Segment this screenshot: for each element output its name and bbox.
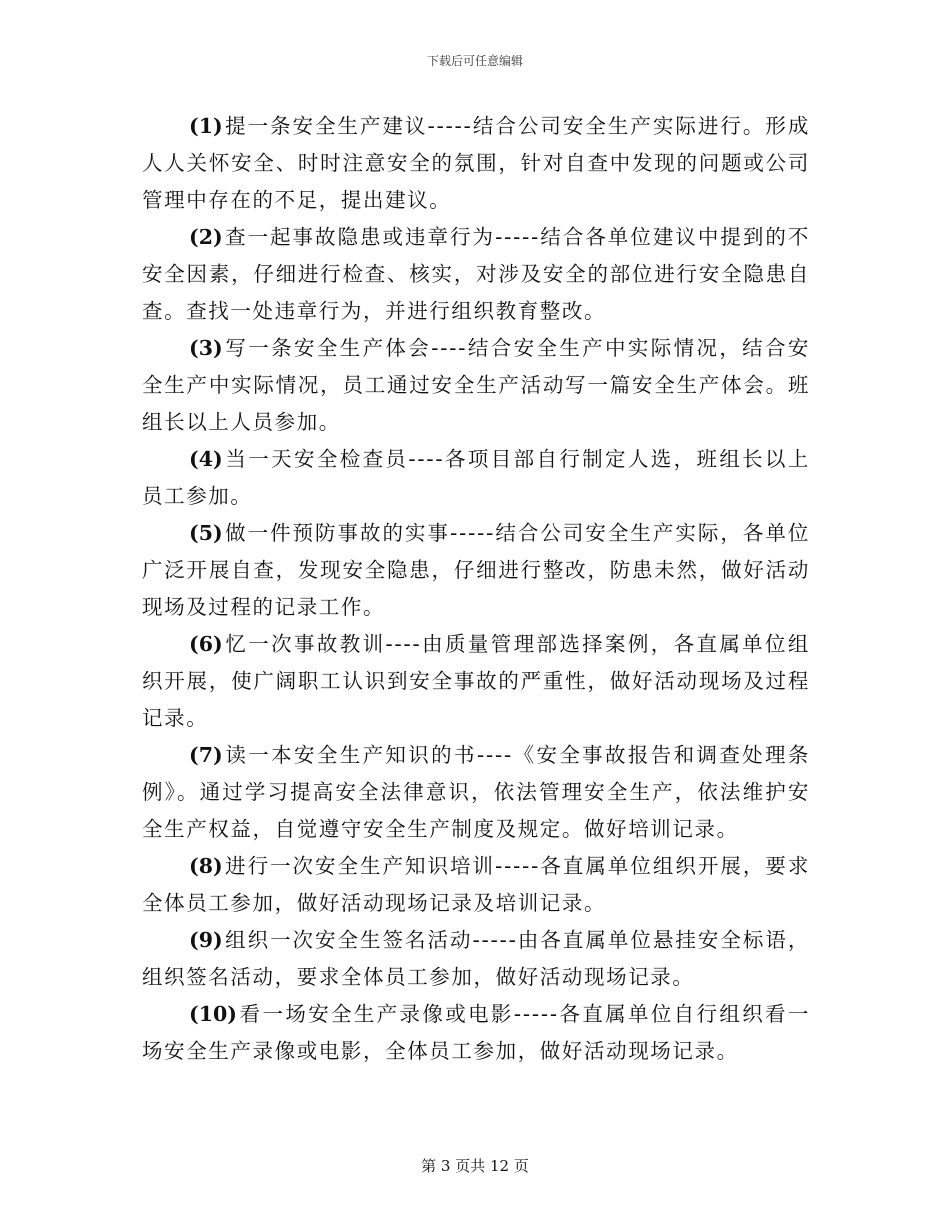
item-number: (6): [189, 632, 223, 656]
list-item-2: [142, 219, 810, 330]
item-text: 进行一次安全生产知识培训-----各直属单位组织开展，要求全体员工参加，做好活动现场记录及培训记录。: [142, 854, 810, 915]
item-text: 忆一次事故教训----由质量管理部选择案例，各直属单位组织开展，使广阔职工认识到安全事故的严重性，做好活动现场及过程记录。: [142, 632, 810, 730]
item-text: 做一件预防事故的实事-----结合公司安全生产实际，各单位广泛开展自查，发现安全隐患，仔细进行整改，防患未然，做好活动现场及过程的记录工作。: [142, 521, 810, 619]
list-item-7: [142, 737, 810, 848]
document-body: [142, 108, 810, 1070]
list-item-9: [142, 922, 810, 996]
list-item-10: [142, 996, 810, 1070]
list-item-5: [142, 515, 810, 626]
header-note: 下载后可任意编辑: [426, 54, 523, 68]
item-number: (10): [189, 1002, 237, 1026]
page-number: 第 3 页共 12 页: [421, 1157, 529, 1175]
item-number: (3): [189, 336, 223, 360]
item-text: 看一场安全生产录像或电影-----各直属单位自行组织看一场安全生产录像或电影，全体员工参加，做好活动现场记录。: [142, 1002, 810, 1063]
item-number: (2): [189, 225, 223, 249]
item-text: 读一本安全生产知识的书----《安全事故报告和调查处理条例》。通过学习提高安全法律意识，依法管理安全生产，依法维护安全生产权益，自觉遵守安全生产制度及规定。做好培训记录。: [142, 743, 810, 841]
item-text: 当一天安全检查员----各项目部自行制定人选，班组长以上员工参加。: [142, 447, 810, 508]
list-item-3: [142, 330, 810, 441]
item-text: 查一起事故隐患或违章行为-----结合各单位建议中提到的不安全因素，仔细进行检查、核实，对涉及安全的部位进行安全隐患自查。查找一处违章行为，并进行组织教育整改。: [142, 225, 810, 323]
list-item-6: [142, 626, 810, 737]
item-text: 写一条安全生产体会----结合安全生产中实际情况，结合安全生产中实际情况，员工通过安全生产活动写一篇安全生产体会。班组长以上人员参加。: [142, 336, 810, 434]
item-number: (7): [189, 743, 223, 767]
list-item-1: [142, 108, 810, 219]
item-text: 组织一次安全生签名活动-----由各直属单位悬挂安全标语，组织签名活动，要求全体员工参加，做好活动现场记录。: [142, 928, 810, 989]
item-number: (4): [189, 447, 223, 471]
item-number: (1): [189, 114, 223, 138]
item-number: (9): [189, 928, 223, 952]
item-number: (8): [189, 854, 223, 878]
item-text: 提一条安全生产建议-----结合公司安全生产实际进行。形成人人关怀安全、时时注意安全的氛围，针对自查中发现的问题或公司管理中存在的不足，提出建议。: [142, 114, 810, 212]
list-item-8: [142, 848, 810, 922]
item-number: (5): [189, 521, 223, 545]
list-item-4: [142, 441, 810, 515]
